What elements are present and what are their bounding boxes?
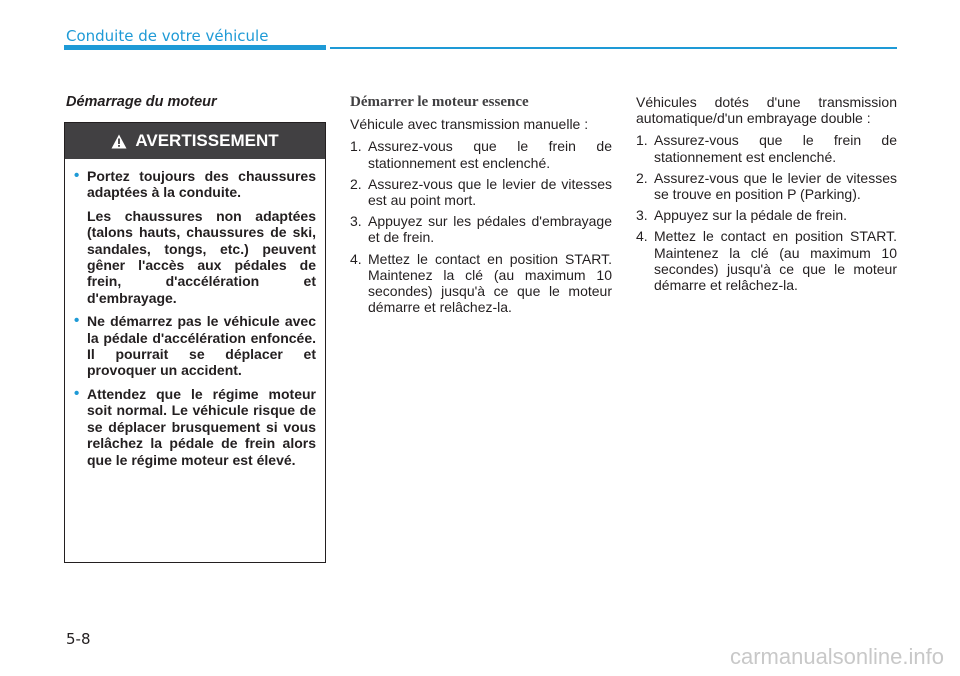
- warning-header: [65, 123, 325, 159]
- page-number: 5-8: [66, 630, 91, 648]
- automatic-step: [636, 207, 897, 223]
- step-number: 1.: [350, 138, 362, 155]
- warning-box: [64, 122, 326, 563]
- step-number: 3.: [350, 213, 362, 230]
- automatic-step: [636, 170, 897, 202]
- manual-intro: Véhicule avec transmission manuelle :: [350, 116, 589, 133]
- warning-item: • Ne démarrez pas le véhicule avec la pédale d'accélération enfoncée. Il pourrait se déplacer et provoquer un accident.: [74, 313, 316, 379]
- automatic-step: [636, 228, 897, 293]
- step-text: Assurez-vous que le frein de stationnement est enclenché.: [368, 138, 612, 171]
- manual-step: [350, 176, 612, 208]
- chapter-title: Conduite de votre véhicule: [66, 27, 269, 45]
- step-number: 1.: [636, 132, 648, 149]
- step-text: Assurez-vous que le frein de stationnement est enclenché.: [654, 132, 897, 165]
- step-number: 2.: [350, 175, 362, 192]
- header-rule-thin: [330, 47, 897, 49]
- header-rule-thick: [64, 45, 326, 50]
- warning-body: [65, 159, 325, 468]
- manual-section-title: Démarrer le moteur essence: [350, 94, 529, 110]
- section-title: Démarrage du moteur: [66, 94, 217, 110]
- step-text: Appuyez sur les pédales d'embrayage et de frein.: [368, 213, 612, 246]
- warning-label: AVERTISSEMENT: [135, 131, 279, 150]
- step-number: 4.: [350, 250, 362, 267]
- manual-transmission-column: [350, 94, 612, 320]
- warning-triangle-icon: [111, 134, 127, 149]
- step-number: 3.: [636, 207, 648, 224]
- warning-item-continued: Les chaussures non adaptées (talons hauts, chaussures de ski, sandales, tongs, etc.) peuvent gêner l'accès aux pédales de frein, d'accélération et d'embrayage.: [87, 207, 316, 306]
- watermark-text: carmanualsonline.info: [729, 644, 944, 669]
- warning-item: • Attendez que le régime moteur soit normal. Le véhicule risque de se déplacer brusquement si vous relâchez la pédale de frein alors que le régime moteur est élevé.: [74, 386, 316, 468]
- step-text: Appuyez sur la pédale de frein.: [654, 207, 848, 224]
- automatic-intro: Véhicules dotés d'une transmission automatique/d'un embrayage double :: [636, 94, 897, 127]
- automatic-transmission-column: [636, 94, 897, 298]
- step-number: 4.: [636, 228, 648, 245]
- manual-step: [350, 138, 612, 170]
- step-text: Mettez le contact en position START. Maintenez la clé (au maximum 10 secondes) jusqu'à ce que le moteur démarre et relâchez-la.: [368, 250, 612, 316]
- step-text: Mettez le contact en position START. Maintenez la clé (au maximum 10 secondes) jusqu'à ce que le moteur démarre et relâchez-la.: [654, 228, 897, 294]
- automatic-step: [636, 132, 897, 164]
- step-number: 2.: [636, 169, 648, 186]
- warning-item: • Portez toujours des chaussures adaptées à la conduite.: [74, 168, 316, 201]
- step-text: Assurez-vous que le levier de vitesses est au point mort.: [368, 175, 612, 209]
- manual-step: [350, 251, 612, 316]
- manual-step: [350, 213, 612, 245]
- step-text: Assurez-vous que le levier de vitesses se trouve en position P (Parking).: [654, 169, 897, 203]
